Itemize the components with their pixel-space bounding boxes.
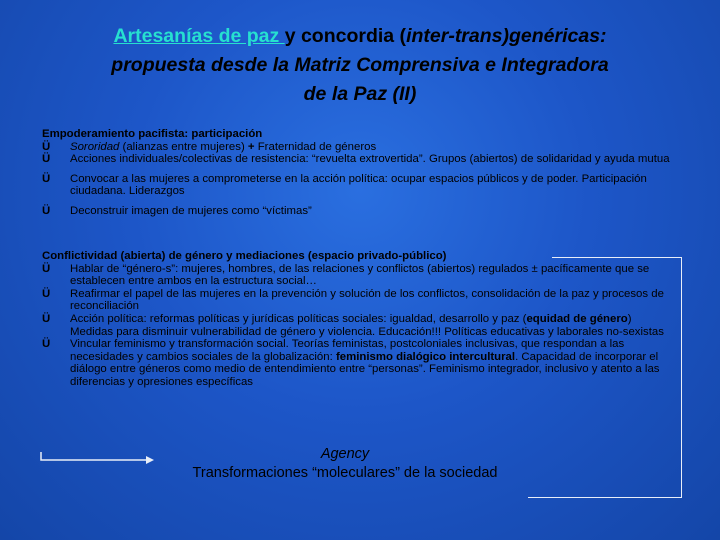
connector-top-line [552, 257, 682, 258]
item-text: (alianzas entre mujeres) [119, 140, 248, 153]
list-item [42, 263, 674, 288]
arrow-bullet-icon: Ü [42, 287, 51, 300]
list-item [42, 338, 674, 388]
agency-caption [150, 445, 540, 483]
plus-sign: + [247, 140, 255, 153]
item-emphasis: Sororidad [70, 140, 120, 153]
connector-bottom-right-line [528, 497, 682, 498]
agency-subtitle: Transformaciones “moleculares” de la sociedad [192, 465, 498, 481]
section-heading: Conflictividad (abierta) de género y mediaciones (espacio privado-público) [42, 250, 447, 262]
agency-title: Agency [320, 446, 370, 462]
item-text: Vincular feminismo y transformación social. Teorías feministas, postcoloniales inclusivas, que respondan a las necesidades y cambios sociales de la globalización: [70, 338, 625, 363]
section-empoderamiento [42, 128, 674, 218]
section-conflictividad [42, 250, 674, 389]
item-text: Acción política: reformas políticas y jurídicas políticas sociales: igualdad, desarrollo y paz ( [70, 312, 527, 325]
arrow-bullet-icon: Ü [42, 140, 51, 153]
arrow-bullet-icon: Ü [42, 204, 51, 217]
item-text: Convocar a las mujeres a comprometerse en la acción política: ocupar espacios públicos y de poder. Participación ciudadana. Liderazgos [70, 172, 647, 198]
connector-right-line [681, 257, 682, 498]
item-text-rest: . Capacidad de incorporar el diálogo entre géneros como medio de entendimiento entre “personas”. Feminismo integrador, inclusivo y atento a las diferencias y opresiones específicas [70, 350, 660, 388]
list-item [42, 141, 674, 154]
item-text-rest: Fraternidad de géneros [254, 140, 377, 153]
arrow-bullet-icon: Ü [42, 172, 51, 185]
section-heading: Empoderamiento pacifista: participación [42, 128, 263, 140]
list-item [42, 313, 674, 338]
slide-title [20, 22, 700, 109]
item-bold: equidad de género [526, 312, 628, 325]
title-line2: propuesta desde la Matriz Comprensiva e Integradora [111, 54, 609, 76]
item-text: Hablar de “género-s”: mujeres, hombres, de las relaciones y conflictos (abiertos) regulados ± pacíficamente que se establecen entre ambos en la estructura social… [70, 262, 650, 288]
title-line3: de la Paz (II) [303, 83, 417, 105]
arrow-bullet-icon: Ü [42, 153, 51, 166]
list-item [42, 153, 674, 166]
item-text: Deconstruir imagen de mujeres como “víctimas” [70, 204, 312, 217]
item-bold: feminismo dialógico intercultural [335, 350, 516, 363]
list-item [42, 205, 674, 218]
arrow-bullet-icon: Ü [42, 312, 51, 325]
title-highlight: Artesanías de paz [113, 25, 285, 47]
item-text-rest: ) Medidas para disminuir vulnerabilidad de género y violencia. Educación!!! Políticas educativas y laborales no-sexistas [70, 312, 664, 338]
title-part2: y concordia ( [284, 25, 407, 47]
list-item [42, 288, 674, 313]
item-text: Acciones individuales/colectivas de resistencia: “revuelta extrovertida”. Grupos (abiertos) de solidaridad y ayuda mutua [70, 153, 670, 166]
arrow-bullet-icon: Ü [42, 262, 51, 275]
list-item [42, 173, 674, 198]
item-text: Reafirmar el papel de las mujeres en la prevención y solución de los conflictos, consolidación de la paz y procesos de reconciliación [70, 287, 664, 313]
connector-arrow-line [38, 452, 158, 464]
arrow-bullet-icon: Ü [42, 338, 51, 351]
title-part3: inter-trans)genéricas: [406, 25, 607, 47]
